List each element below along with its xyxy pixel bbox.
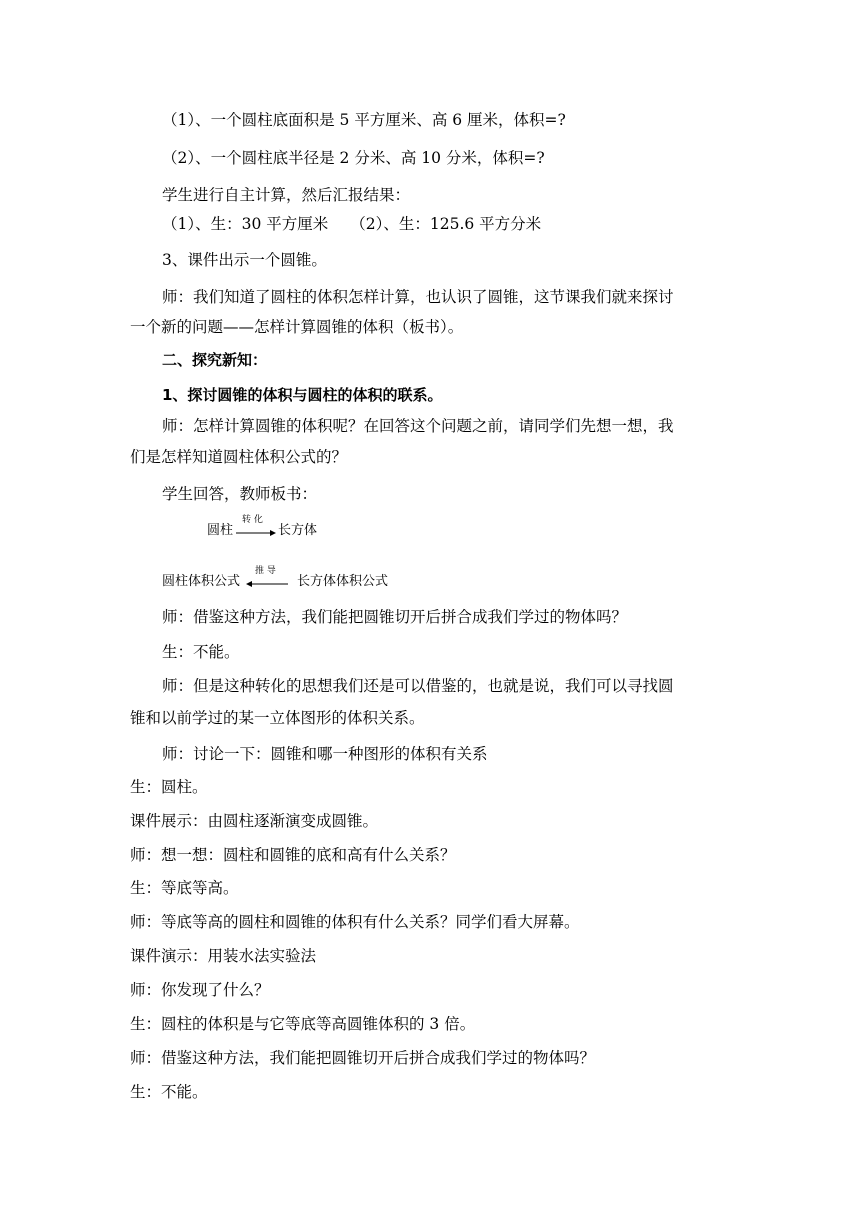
- section-heading: 二、探究新知：: [162, 351, 268, 369]
- answer-2: （2）、生：125.6 平方分米: [350, 215, 542, 233]
- courseware-demo: 课件演示：用装水法实验法: [130, 947, 317, 965]
- teacher-method-2: 师：借鉴这种方法，我们能把圆锥切开后拼合成我们学过的物体吗？: [130, 1049, 596, 1067]
- exercise-1: （1）、一个圆柱底面积是 5 平方厘米、高 6 厘米，体积=?: [162, 111, 566, 129]
- diagram-cuboid-formula: 长方体体积公式: [297, 574, 389, 589]
- teacher-question-1: 师：怎样计算圆锥的体积呢？在回答这个问题之前，请同学们先想一想，我: [162, 417, 674, 435]
- teacher-question-2: 们是怎样知道圆柱体积公式的？: [130, 448, 348, 466]
- teacher-idea-2: 锥和以前学过的某一立体图形的体积关系。: [130, 709, 425, 727]
- student-equal: 生：等底等高。: [130, 879, 239, 897]
- diagram-cuboid: 长方体: [278, 523, 318, 538]
- student-no-2: 生：不能。: [130, 1083, 208, 1101]
- teacher-think: 师：想一想：圆柱和圆锥的底和高有什么关系？: [130, 846, 456, 864]
- student-cylinder: 生：圆柱。: [130, 778, 208, 796]
- diagram-derive-label: 推 导: [255, 566, 276, 576]
- arrow-left-icon: [246, 579, 288, 589]
- exercise-2: （2）、一个圆柱底半径是 2 分米、高 10 分米，体积=?: [162, 149, 545, 167]
- courseware-show: 课件展示：由圆柱逐渐演变成圆锥。: [130, 812, 379, 830]
- teacher-idea-1: 师：但是这种转化的思想我们还是可以借鉴的，也就是说，我们可以寻找圆: [162, 677, 674, 695]
- courseware-cone: 3、课件出示一个圆锥。: [162, 251, 327, 269]
- diagram-cylinder: 圆柱: [207, 523, 234, 538]
- student-compute: 学生进行自主计算，然后汇报结果：: [162, 186, 411, 204]
- student-answer-board: 学生回答，教师板书：: [162, 485, 318, 503]
- diagram-cylinder-formula: 圆柱体积公式: [162, 574, 241, 589]
- arrow-right-icon: [236, 528, 276, 538]
- student-no-1: 生：不能。: [162, 643, 240, 661]
- teacher-method-1: 师：借鉴这种方法，我们能把圆锥切开后拼合成我们学过的物体吗？: [162, 608, 628, 626]
- diagram-transform-label: 转 化: [242, 515, 263, 525]
- answers-line: [162, 214, 541, 234]
- teacher-relation: 师：等底等高的圆柱和圆锥的体积有什么关系？同学们看大屏幕。: [130, 913, 580, 931]
- subsection-heading: 1、探讨圆锥的体积与圆柱的体积的联系。: [162, 386, 443, 404]
- student-three-times: 生：圆柱的体积是与它等底等高圆锥体积的 3 倍。: [130, 1015, 476, 1033]
- teacher-intro-1: 师：我们知道了圆柱的体积怎样计算，也认识了圆锥，这节课我们就来探讨: [162, 288, 674, 306]
- teacher-discuss: 师：讨论一下：圆锥和哪一种图形的体积有关系: [162, 745, 488, 763]
- answer-1: （1）、生：30 平方厘米: [162, 215, 329, 233]
- teacher-intro-2: 一个新的问题——怎样计算圆锥的体积（板书）。: [130, 318, 464, 336]
- teacher-found: 师：你发现了什么？: [130, 981, 270, 999]
